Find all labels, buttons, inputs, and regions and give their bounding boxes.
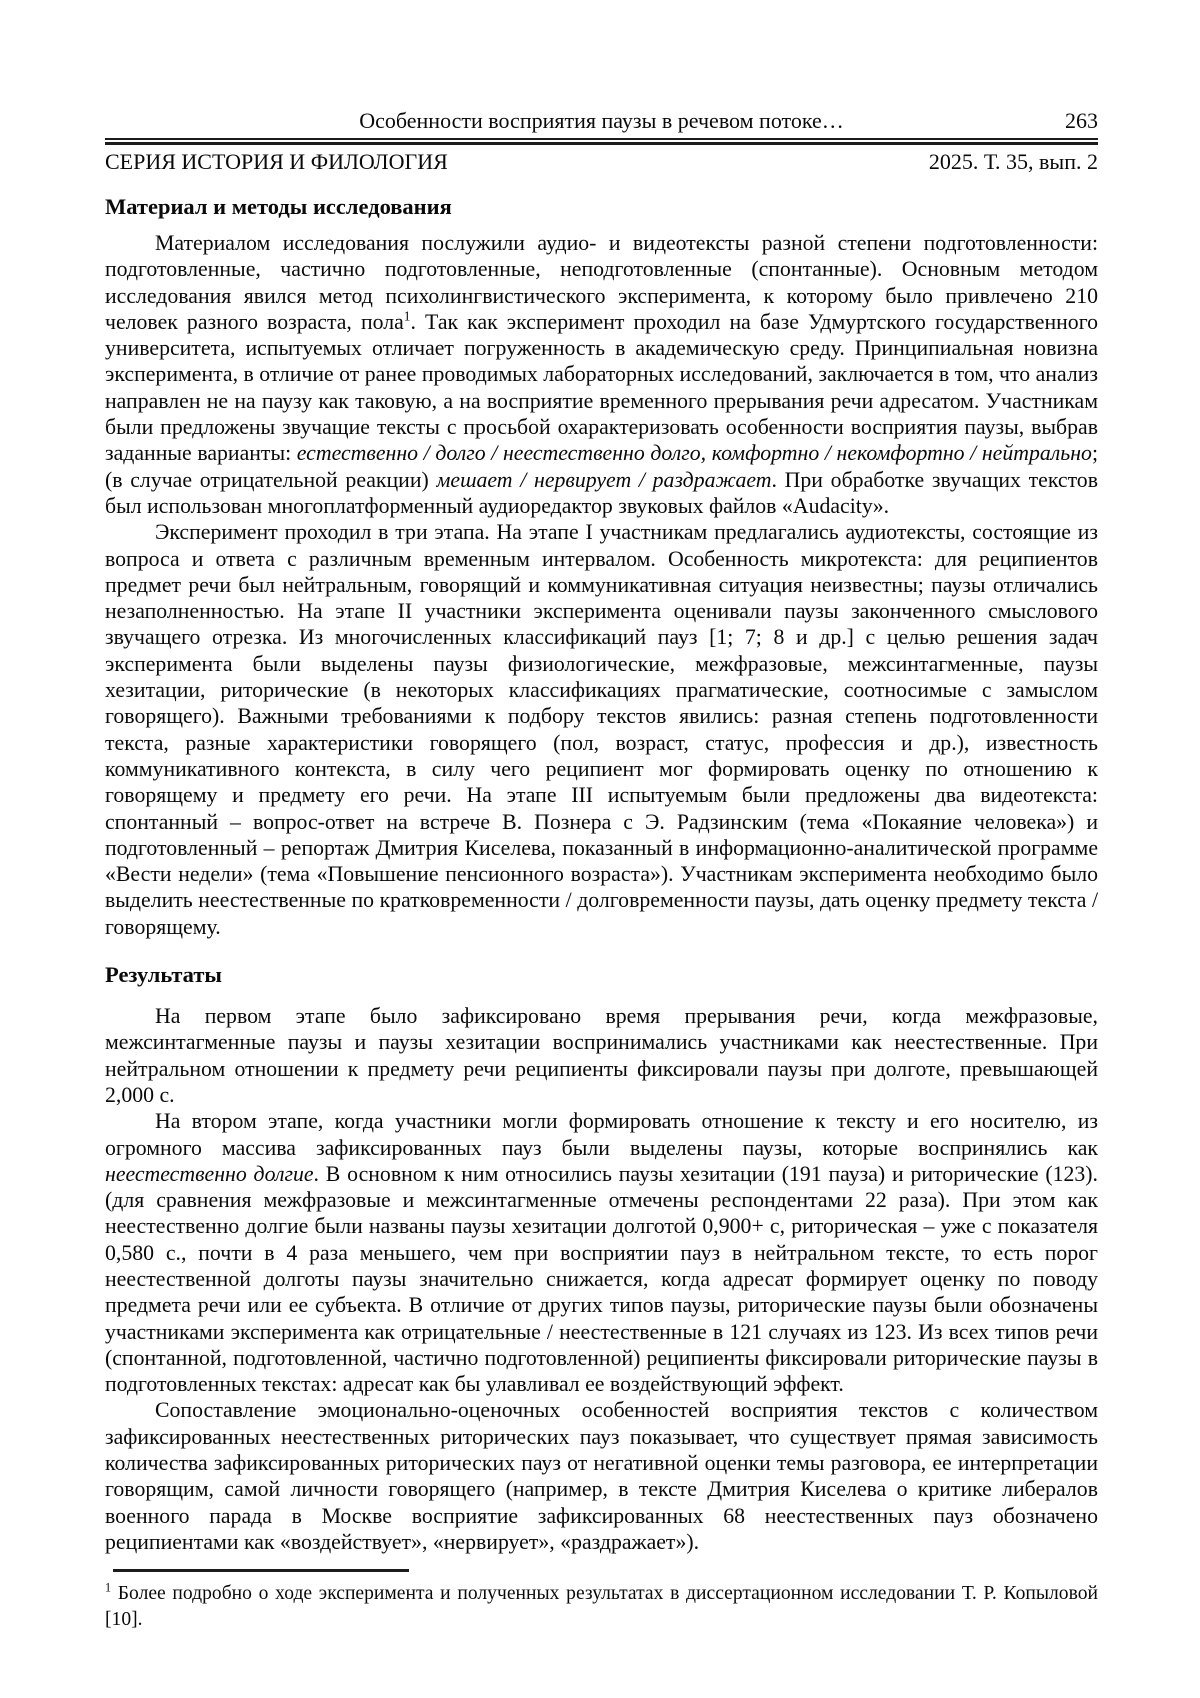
running-title: Особенности восприятия паузы в речевом потоке… [359, 108, 844, 133]
paragraph-methods-1: Материалом исследования послужили аудио- и видеотексты разной степени подготовленности: подготовленные, частично подготовленные, неподготовленные (спонтанные). Основным методом исследования явился метод психолингвистического эксперимента, к которому было привлечено 210 человек разного возраста, пола$^1$. Так как эксперимент проходил на базе Удмуртского государственного университета, испытуемых отличает погруженность в академическую среду. Принципиальная новизна эксперимента, в отличие от ранее проводимых лабораторных исследований, заключается в том, что анализ направлен не на паузу как таковую, а на восприятие временного прерывания речи адресатом. Участникам были предложены звучащие тексты с просьбой охарактеризовать особенности восприятия паузы, выбрав заданные варианты: естественно / долго / неестественно долго, комфортно / некомфортно / нейтрально; (в случае отрицательной реакции) мешает / нервирует / раздражает. При обработке звучащих текстов был использован многоплатформенный аудиоредактор звуковых файлов «Audacity». [105, 231, 1098, 518]
footnote-text [105, 1581, 1098, 1632]
running-head [105, 108, 1098, 175]
footnote-marker: 1 [105, 1580, 112, 1595]
footnote-rule [113, 1569, 409, 1572]
series-title: СЕРИЯ ИСТОРИЯ И ФИЛОЛОГИЯ [105, 149, 448, 174]
running-head-row-2 [105, 149, 1098, 175]
paragraph-methods-2: Эксперимент проходил в три этапа. На этапе I участникам предлагались аудиотексты, состоящие из вопроса и ответа с различным временным интервалом. Особенность микротекста: для реципиентов предмет речи был нейтральным, говорящий и коммуникативная ситуация неизвестны; паузы отличались незаполненностью. На этапе II участники эксперимента оценивали паузы законченного смыслового звучащего отрезка. Из многочисленных классификаций пауз [1; 7; 8 и др.] с целью решения задач эксперимента были выделены паузы физиологические, межфразовые, межсинтагменные, паузы хезитации, риторические (в некоторых классификациях прагматические, соотносимые с замыслом говорящего). Важными требованиями к подбору текстов явились: разная степень подготовленности текста, разные характеристики говорящего (пол, возраст, статус, профессия и др.), известность коммуникативного контекста, в силу чего реципиент мог формировать оценку по отношению к говорящему и предмету его речи. На этапе III испытуемым были предложены два видеотекста: спонтанный – вопрос-ответ на встрече В. Познера с Э. Радзинским (тема «Покаяние человека») и подготовленный – репортаж Дмитрия Киселева, показанный в информационно-аналитической программе «Вести недели» (тема «Повышение пенсионного возраста»). Участникам эксперимента необходимо было выделить неестественные по кратковременности / долговременности паузы, дать оценку предмету текста / говорящему. [105, 520, 1098, 939]
header-rule [105, 138, 1098, 145]
paragraph-results-1: На первом этапе было зафиксировано время прерывания речи, когда межфразовые, межсинтагменные паузы и паузы хезитации воспринимались участниками как неестественные. При нейтральном отношении к предмету речи реципиенты фиксировали паузы при долготе, превышающей 2,000 с. [105, 1004, 1098, 1107]
section-heading-methods: Материал и методы исследования [105, 194, 452, 219]
issue-info: 2025. Т. 35, вып. 2 [928, 149, 1098, 174]
footnote-body: Более подробно о ходе эксперимента и полученных результатах в диссертационном исследовании Т. Р. Копыловой [10]. [105, 1583, 1098, 1630]
paragraph-results-3: Сопоставление эмоционально-оценочных особенностей восприятия текстов с количеством зафиксированных неестественных риторических пауз показывает, что существует прямая зависимость количества зафиксированных риторических пауз от негативной оценки темы разговора, ее интерпретации говорящим, самой личности говорящего (например, в тексте Дмитрия Киселева о критике либералов военного парада в Москве восприятие зафиксированных 68 неестественных пауз обозначено реципиентами как «воздействует», «нервирует», «раздражает»). [105, 1398, 1098, 1554]
page-number: 263 [1065, 108, 1098, 133]
footnote-area [105, 1569, 1098, 1632]
paragraph-results-2: На втором этапе, когда участники могли формировать отношение к тексту и его носителю, из огромного массива зафиксированных пауз были выделены паузы, которые воспринялись как неестественно долгие. В основном к ним относились паузы хезитации (191 пауза) и риторические (123). (для сравнения межфразовые и межсинтагменные отмечены респондентами 22 раза). При этом как неестественно долгие были названы паузы хезитации долготой 0,900+ с, риторическая – уже с показателя 0,580 с., почти в 4 раза меньшего, чем при восприятии пауз в нейтральном тексте, то есть порог неестественной долготы паузы значительно снижается, когда адресат формирует оценку по поводу предмета речи или ее субъекта. В отличие от других типов паузы, риторические паузы были обозначены участниками эксперимента как отрицательные / неестественные в 121 случаях из 123. Из всех типов речи (спонтанной, подготовленной, частично подготовленной) реципиенты фиксировали риторические паузы в подготовленных текстах: адресат как бы улавливал ее воздействующий эффект. [105, 1109, 1098, 1397]
running-head-row-1 [105, 108, 1098, 134]
article-body [105, 193, 1098, 1555]
section-heading-results: Результаты [105, 962, 222, 988]
